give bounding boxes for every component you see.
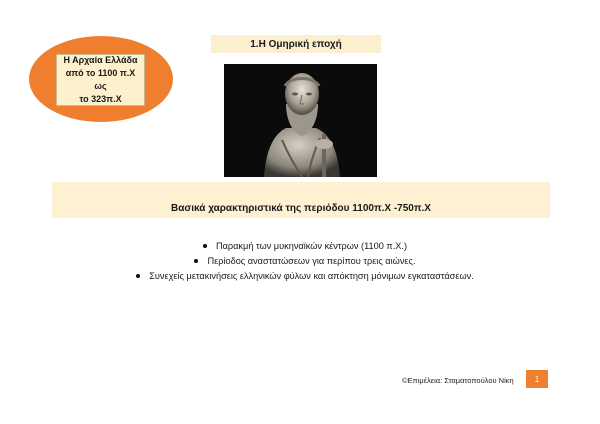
- homer-bust-image: [224, 64, 377, 177]
- section-heading-band: [52, 182, 550, 218]
- bullet-list: [100, 239, 510, 284]
- footer-credit: ©Επιμέλεια: Σταματοπούλου Νίκη: [402, 376, 514, 385]
- section-heading: Βασικά χαρακτηριστικά της περιόδου 1100π.Χ -750π.Χ: [171, 203, 431, 214]
- bullet-icon: [203, 244, 207, 248]
- bullet-icon: [194, 259, 198, 263]
- list-item: Περίοδος αναστατώσεων για περίπου τρεις αιώνες.: [100, 254, 510, 269]
- page-number: 1: [526, 370, 548, 388]
- bust-photo-icon: [224, 64, 377, 177]
- slide-title: 1.Η Ομηρική εποχή: [211, 35, 381, 53]
- bullet-icon: [136, 274, 140, 278]
- era-label: Η Αρχαία Ελλάδα από το 1100 π.Χ ως το 323π.Χ: [56, 54, 145, 106]
- list-item: Παρακμή των μυκηναϊκών κέντρων (1100 π.Χ.): [100, 239, 510, 254]
- list-item: Συνεχείς μετακινήσεις ελληνικών φύλων και απόκτηση μόνιμων εγκαταστάσεων.: [100, 269, 510, 284]
